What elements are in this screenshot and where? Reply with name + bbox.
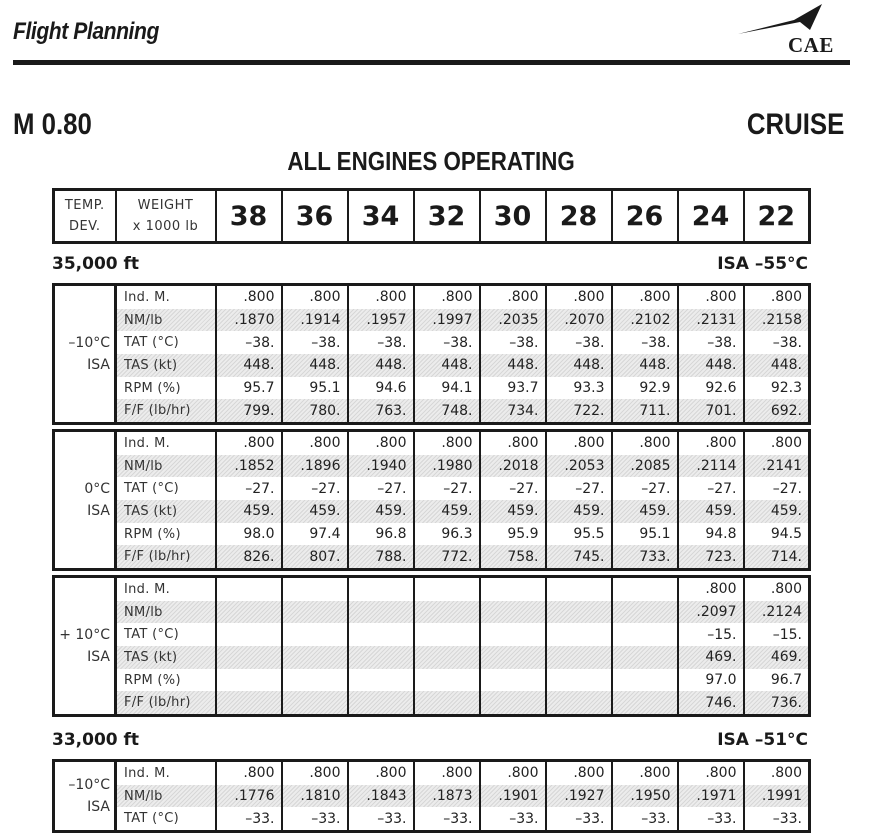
data-cell: .1776 — [216, 785, 282, 808]
data-cell — [282, 601, 348, 624]
data-cell: 95.1 — [282, 377, 348, 400]
data-cell: 97.4 — [282, 523, 348, 546]
table-row — [54, 761, 810, 785]
data-cell: .800 — [612, 431, 678, 455]
data-cell: 459. — [282, 500, 348, 523]
row-label: TAS (kt) — [116, 500, 216, 523]
data-cell: 94.5 — [744, 523, 810, 546]
table-row — [54, 500, 810, 523]
data-cell: –33. — [282, 807, 348, 831]
data-cell: 96.7 — [744, 669, 810, 692]
data-cell — [348, 691, 414, 715]
row-label: F/F (lb/hr) — [116, 545, 216, 569]
altitude-label: 35,000 ft — [52, 254, 140, 274]
data-cell: .800 — [216, 431, 282, 455]
isa-temp-label: ISA –55°C — [717, 254, 808, 274]
data-cell: 448. — [546, 354, 612, 377]
data-cell — [612, 601, 678, 624]
data-cell: .800 — [348, 285, 414, 309]
data-cell — [546, 577, 612, 601]
data-cell — [282, 646, 348, 669]
row-label: TAT (°C) — [116, 331, 216, 354]
data-cell — [480, 691, 546, 715]
table-row — [54, 807, 810, 831]
data-cell — [216, 646, 282, 669]
table-row — [54, 785, 810, 808]
data-cell — [216, 601, 282, 624]
data-cell: .800 — [282, 431, 348, 455]
data-cell: 745. — [546, 545, 612, 569]
data-cell: .2102 — [612, 309, 678, 332]
row-label: TAS (kt) — [116, 646, 216, 669]
data-cell: –33. — [612, 807, 678, 831]
data-cell: 736. — [744, 691, 810, 715]
data-cell: .800 — [612, 285, 678, 309]
data-cell: 95.5 — [546, 523, 612, 546]
data-cell: –15. — [678, 623, 744, 646]
section-title: Flight Planning — [13, 18, 159, 45]
data-cell — [546, 669, 612, 692]
table-row — [54, 477, 810, 500]
data-cell: –33. — [480, 807, 546, 831]
data-cell: 459. — [348, 500, 414, 523]
data-cell: 459. — [480, 500, 546, 523]
data-cell: –33. — [546, 807, 612, 831]
engine-condition: ALL ENGINES OPERATING — [287, 146, 575, 176]
data-cell: 94.8 — [678, 523, 744, 546]
table-row — [54, 354, 810, 377]
table-row — [54, 377, 810, 400]
table-row — [54, 455, 810, 478]
data-cell: 95.7 — [216, 377, 282, 400]
data-cell: .2053 — [546, 455, 612, 478]
data-cell: –38. — [480, 331, 546, 354]
temp-deviation: 0°C ISA — [54, 431, 116, 570]
row-label: NM/lb — [116, 785, 216, 808]
data-cell: –33. — [678, 807, 744, 831]
data-cell: 96.3 — [414, 523, 480, 546]
data-cell: 748. — [414, 399, 480, 423]
weight-col-header: 32 — [414, 190, 480, 243]
row-label: TAT (°C) — [116, 477, 216, 500]
data-cell: .800 — [744, 285, 810, 309]
data-cell — [282, 669, 348, 692]
data-cell: 692. — [744, 399, 810, 423]
data-cell: .800 — [216, 761, 282, 785]
data-cell: 448. — [282, 354, 348, 377]
row-label: Ind. M. — [116, 577, 216, 601]
isa-temp-label: ISA –51°C — [717, 730, 808, 750]
data-cell: .800 — [678, 431, 744, 455]
data-cell: 94.1 — [414, 377, 480, 400]
weight-col-header: 28 — [546, 190, 612, 243]
data-cell: 93.3 — [546, 377, 612, 400]
data-cell — [348, 646, 414, 669]
data-cell: .800 — [744, 431, 810, 455]
data-cell: 799. — [216, 399, 282, 423]
data-cell: 448. — [744, 354, 810, 377]
performance-block — [52, 429, 811, 571]
data-cell: .800 — [480, 285, 546, 309]
data-cell — [348, 623, 414, 646]
data-cell: –27. — [612, 477, 678, 500]
data-cell: .1927 — [546, 785, 612, 808]
data-cell: .800 — [414, 285, 480, 309]
data-cell: 469. — [744, 646, 810, 669]
data-cell: –38. — [678, 331, 744, 354]
data-cell: 98.0 — [216, 523, 282, 546]
data-cell: 723. — [678, 545, 744, 569]
weight-col-header: 26 — [612, 190, 678, 243]
data-cell — [546, 623, 612, 646]
cae-logo: CAE — [788, 33, 834, 57]
data-cell: 448. — [216, 354, 282, 377]
table-row — [54, 309, 810, 332]
mach-number: M 0.80 — [13, 108, 92, 141]
altitude-label: 33,000 ft — [52, 730, 140, 750]
data-cell: .800 — [414, 761, 480, 785]
data-cell — [612, 577, 678, 601]
data-cell: –27. — [414, 477, 480, 500]
data-cell: .1957 — [348, 309, 414, 332]
data-cell: .800 — [216, 285, 282, 309]
row-label: TAS (kt) — [116, 354, 216, 377]
data-cell — [612, 669, 678, 692]
data-cell — [282, 691, 348, 715]
data-cell: 97.0 — [678, 669, 744, 692]
data-cell: .2070 — [546, 309, 612, 332]
data-cell — [216, 577, 282, 601]
data-cell: .800 — [546, 431, 612, 455]
data-cell: .1810 — [282, 785, 348, 808]
data-cell: 459. — [678, 500, 744, 523]
data-cell: .800 — [678, 761, 744, 785]
data-cell — [414, 601, 480, 624]
header-rule — [13, 60, 850, 65]
row-label: Ind. M. — [116, 285, 216, 309]
data-cell: 758. — [480, 545, 546, 569]
data-cell: –33. — [216, 807, 282, 831]
data-cell: –33. — [744, 807, 810, 831]
weight-col-header: 22 — [744, 190, 810, 243]
weight-header: WEIGHT x 1000 lb — [116, 190, 216, 243]
data-cell: .2131 — [678, 309, 744, 332]
table-row — [54, 331, 810, 354]
data-cell: .800 — [282, 761, 348, 785]
data-cell: –27. — [546, 477, 612, 500]
row-label: Ind. M. — [116, 761, 216, 785]
data-cell — [480, 646, 546, 669]
data-cell — [348, 601, 414, 624]
temp-deviation: + 10°C ISA — [54, 577, 116, 716]
data-cell: .1950 — [612, 785, 678, 808]
data-cell: .1896 — [282, 455, 348, 478]
row-label: RPM (%) — [116, 669, 216, 692]
data-cell: –33. — [348, 807, 414, 831]
row-label: TAT (°C) — [116, 807, 216, 831]
data-cell: –38. — [348, 331, 414, 354]
data-cell: .800 — [480, 431, 546, 455]
data-cell — [348, 669, 414, 692]
data-cell — [348, 577, 414, 601]
data-cell — [612, 623, 678, 646]
performance-block — [52, 575, 811, 717]
data-cell: .800 — [744, 577, 810, 601]
data-cell — [480, 601, 546, 624]
data-cell — [414, 623, 480, 646]
data-cell: –38. — [414, 331, 480, 354]
data-cell: .2114 — [678, 455, 744, 478]
data-cell — [282, 577, 348, 601]
data-cell: .1971 — [678, 785, 744, 808]
data-cell: .1843 — [348, 785, 414, 808]
data-cell: –38. — [546, 331, 612, 354]
data-cell — [480, 623, 546, 646]
data-cell: 722. — [546, 399, 612, 423]
data-cell: –38. — [612, 331, 678, 354]
data-cell: .2097 — [678, 601, 744, 624]
data-cell: 788. — [348, 545, 414, 569]
data-cell: 733. — [612, 545, 678, 569]
data-cell: –27. — [678, 477, 744, 500]
table-row — [54, 691, 810, 715]
data-cell: 714. — [744, 545, 810, 569]
data-cell: 711. — [612, 399, 678, 423]
row-label: RPM (%) — [116, 523, 216, 546]
data-cell: –27. — [216, 477, 282, 500]
data-cell: .2158 — [744, 309, 810, 332]
data-cell: .1940 — [348, 455, 414, 478]
data-cell: 469. — [678, 646, 744, 669]
data-cell: .1901 — [480, 785, 546, 808]
row-label: F/F (lb/hr) — [116, 691, 216, 715]
data-cell: –27. — [348, 477, 414, 500]
table-row — [54, 545, 810, 569]
data-cell: .1914 — [282, 309, 348, 332]
data-cell — [216, 691, 282, 715]
row-label: RPM (%) — [116, 377, 216, 400]
table-row — [54, 646, 810, 669]
table-row — [54, 523, 810, 546]
data-cell: –27. — [282, 477, 348, 500]
data-cell: .800 — [414, 431, 480, 455]
row-label: TAT (°C) — [116, 623, 216, 646]
data-cell: 746. — [678, 691, 744, 715]
data-cell — [414, 577, 480, 601]
data-cell: .1873 — [414, 785, 480, 808]
weight-header-table — [52, 188, 811, 244]
table-row — [54, 431, 810, 455]
data-cell: 459. — [744, 500, 810, 523]
data-cell: .800 — [546, 761, 612, 785]
data-cell: .800 — [348, 761, 414, 785]
data-cell: .800 — [612, 761, 678, 785]
table-row — [54, 601, 810, 624]
data-cell: 459. — [216, 500, 282, 523]
temp-dev-header: TEMP. DEV. — [54, 190, 116, 243]
data-cell: .800 — [282, 285, 348, 309]
data-cell — [414, 691, 480, 715]
data-cell: .1870 — [216, 309, 282, 332]
data-cell — [546, 601, 612, 624]
data-cell: 780. — [282, 399, 348, 423]
data-cell — [414, 646, 480, 669]
data-cell — [282, 623, 348, 646]
data-cell — [612, 691, 678, 715]
row-label: Ind. M. — [116, 431, 216, 455]
data-cell: –27. — [744, 477, 810, 500]
data-cell: .2018 — [480, 455, 546, 478]
data-cell: 448. — [348, 354, 414, 377]
weight-col-header: 24 — [678, 190, 744, 243]
data-cell: 763. — [348, 399, 414, 423]
performance-block — [52, 759, 811, 833]
weight-col-header: 36 — [282, 190, 348, 243]
data-cell: –38. — [282, 331, 348, 354]
flight-phase: CRUISE — [746, 108, 844, 141]
data-cell — [216, 669, 282, 692]
data-cell: .800 — [744, 761, 810, 785]
data-cell — [216, 623, 282, 646]
data-cell: .2141 — [744, 455, 810, 478]
data-cell — [480, 669, 546, 692]
data-cell: .2085 — [612, 455, 678, 478]
data-cell: 448. — [612, 354, 678, 377]
table-row — [54, 669, 810, 692]
data-cell: 448. — [678, 354, 744, 377]
data-cell: .800 — [678, 285, 744, 309]
table-row — [54, 399, 810, 423]
data-cell — [480, 577, 546, 601]
data-cell: .800 — [348, 431, 414, 455]
temp-deviation: –10°C ISA — [54, 761, 116, 832]
weight-col-header: 30 — [480, 190, 546, 243]
data-cell: .1980 — [414, 455, 480, 478]
data-cell: 448. — [414, 354, 480, 377]
data-cell: 459. — [414, 500, 480, 523]
data-cell: –33. — [414, 807, 480, 831]
row-label: F/F (lb/hr) — [116, 399, 216, 423]
data-cell: .800 — [546, 285, 612, 309]
data-cell: 92.3 — [744, 377, 810, 400]
data-cell: .1991 — [744, 785, 810, 808]
data-cell: 826. — [216, 545, 282, 569]
data-cell: –38. — [216, 331, 282, 354]
data-cell: 448. — [480, 354, 546, 377]
weight-col-header: 34 — [348, 190, 414, 243]
table-row — [54, 623, 810, 646]
data-cell — [546, 691, 612, 715]
data-cell: .800 — [480, 761, 546, 785]
data-cell: 94.6 — [348, 377, 414, 400]
data-cell: 95.9 — [480, 523, 546, 546]
data-cell: –27. — [480, 477, 546, 500]
data-cell: 95.1 — [612, 523, 678, 546]
data-cell: 92.9 — [612, 377, 678, 400]
data-cell — [414, 669, 480, 692]
data-cell: 459. — [546, 500, 612, 523]
performance-block — [52, 283, 811, 425]
data-cell: 701. — [678, 399, 744, 423]
data-cell: 459. — [612, 500, 678, 523]
data-cell: 807. — [282, 545, 348, 569]
data-cell — [546, 646, 612, 669]
data-cell: .2035 — [480, 309, 546, 332]
row-label: NM/lb — [116, 309, 216, 332]
table-row — [54, 285, 810, 309]
data-cell — [612, 646, 678, 669]
data-cell: .1997 — [414, 309, 480, 332]
table-row — [54, 577, 810, 601]
data-cell: .800 — [678, 577, 744, 601]
data-cell: 96.8 — [348, 523, 414, 546]
row-label: NM/lb — [116, 455, 216, 478]
data-cell: 772. — [414, 545, 480, 569]
data-cell: 734. — [480, 399, 546, 423]
data-cell: –38. — [744, 331, 810, 354]
data-cell: 93.7 — [480, 377, 546, 400]
weight-col-header: 38 — [216, 190, 282, 243]
data-cell: .2124 — [744, 601, 810, 624]
temp-deviation: –10°C ISA — [54, 285, 116, 424]
data-cell: 92.6 — [678, 377, 744, 400]
row-label: NM/lb — [116, 601, 216, 624]
data-cell: .1852 — [216, 455, 282, 478]
data-cell: –15. — [744, 623, 810, 646]
